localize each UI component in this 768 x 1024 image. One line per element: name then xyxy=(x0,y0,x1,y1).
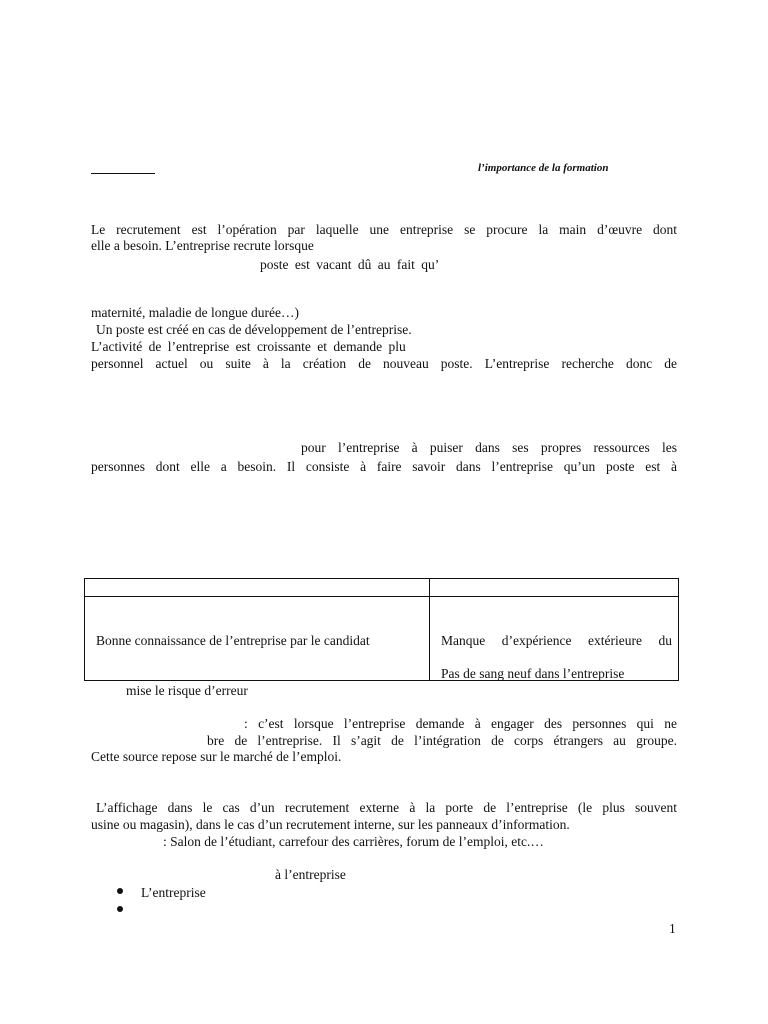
bullet-dot-1 xyxy=(117,888,125,896)
header-title: l’importance de la formation xyxy=(478,162,609,174)
table-header-right-cell xyxy=(430,579,679,597)
advantage-line-2: mise le risque d’erreur xyxy=(126,683,248,698)
disadvantage-line-1: Manque d’expérience extérieure du xyxy=(441,633,672,648)
intro-line-2: elle a besoin. L’entreprise recrute lorsque xyxy=(91,238,314,253)
advantages-disadvantages-table xyxy=(84,578,679,698)
reasons-line-3: L’activité de l’entreprise est croissante et demande plu xyxy=(91,339,406,354)
spontaneous-line-1: à l’entreprise xyxy=(275,867,346,882)
display-line-2: usine ou magasin), dans le cas d’un recrutement interne, sur les panneaux d’information. xyxy=(91,817,570,832)
internal-line-2: personnes dont elle a besoin. Il consiste à faire savoir dans l’entreprise qu’un poste est à xyxy=(91,459,677,474)
intro-line-3: poste est vacant dû au fait qu’ xyxy=(260,257,440,272)
bullet-dot-2 xyxy=(117,906,125,914)
reasons-line-2: Un poste est créé en cas de développement de l’entreprise. xyxy=(96,322,412,337)
reasons-line-4: personnel actuel ou suite à la création de nouveau poste. L’entreprise recherche donc de xyxy=(91,356,677,371)
table-header-row xyxy=(85,579,679,597)
disadvantages-cell xyxy=(430,597,679,681)
external-line-1: : c’est lorsque l’entreprise demande à engager des personnes qui ne xyxy=(244,716,677,731)
bullet-item-1: L’entreprise xyxy=(141,885,206,900)
header-underline-rule xyxy=(91,173,155,174)
external-line-2: bre de l’entreprise. Il s’agit de l’intégration de corps étrangers au groupe. xyxy=(207,733,677,748)
reasons-line-1: maternité, maladie de longue durée…) xyxy=(91,305,300,320)
advantage-line-1: Bonne connaissance de l’entreprise par le candidat xyxy=(96,633,370,648)
disadvantage-line-2: Pas de sang neuf dans l’entreprise xyxy=(441,666,625,681)
table-header-left-cell xyxy=(85,579,430,597)
page-number: 1 xyxy=(669,921,676,936)
advantages-cell xyxy=(85,597,430,698)
display-line-1: L’affichage dans le cas d’un recrutement externe à la porte de l’entreprise (le plus souvent xyxy=(96,800,677,815)
internal-line-1: pour l’entreprise à puiser dans ses propres ressources les xyxy=(301,440,677,455)
external-line-3: Cette source repose sur le marché de l’emploi. xyxy=(91,749,342,764)
table-body-row xyxy=(85,597,679,681)
display-line-3: : Salon de l’étudiant, carrefour des carrières, forum de l’emploi, etc.… xyxy=(163,834,544,849)
intro-line-1: Le recrutement est l’opération par laquelle une entreprise se procure la main d’œuvre dont xyxy=(91,222,677,237)
